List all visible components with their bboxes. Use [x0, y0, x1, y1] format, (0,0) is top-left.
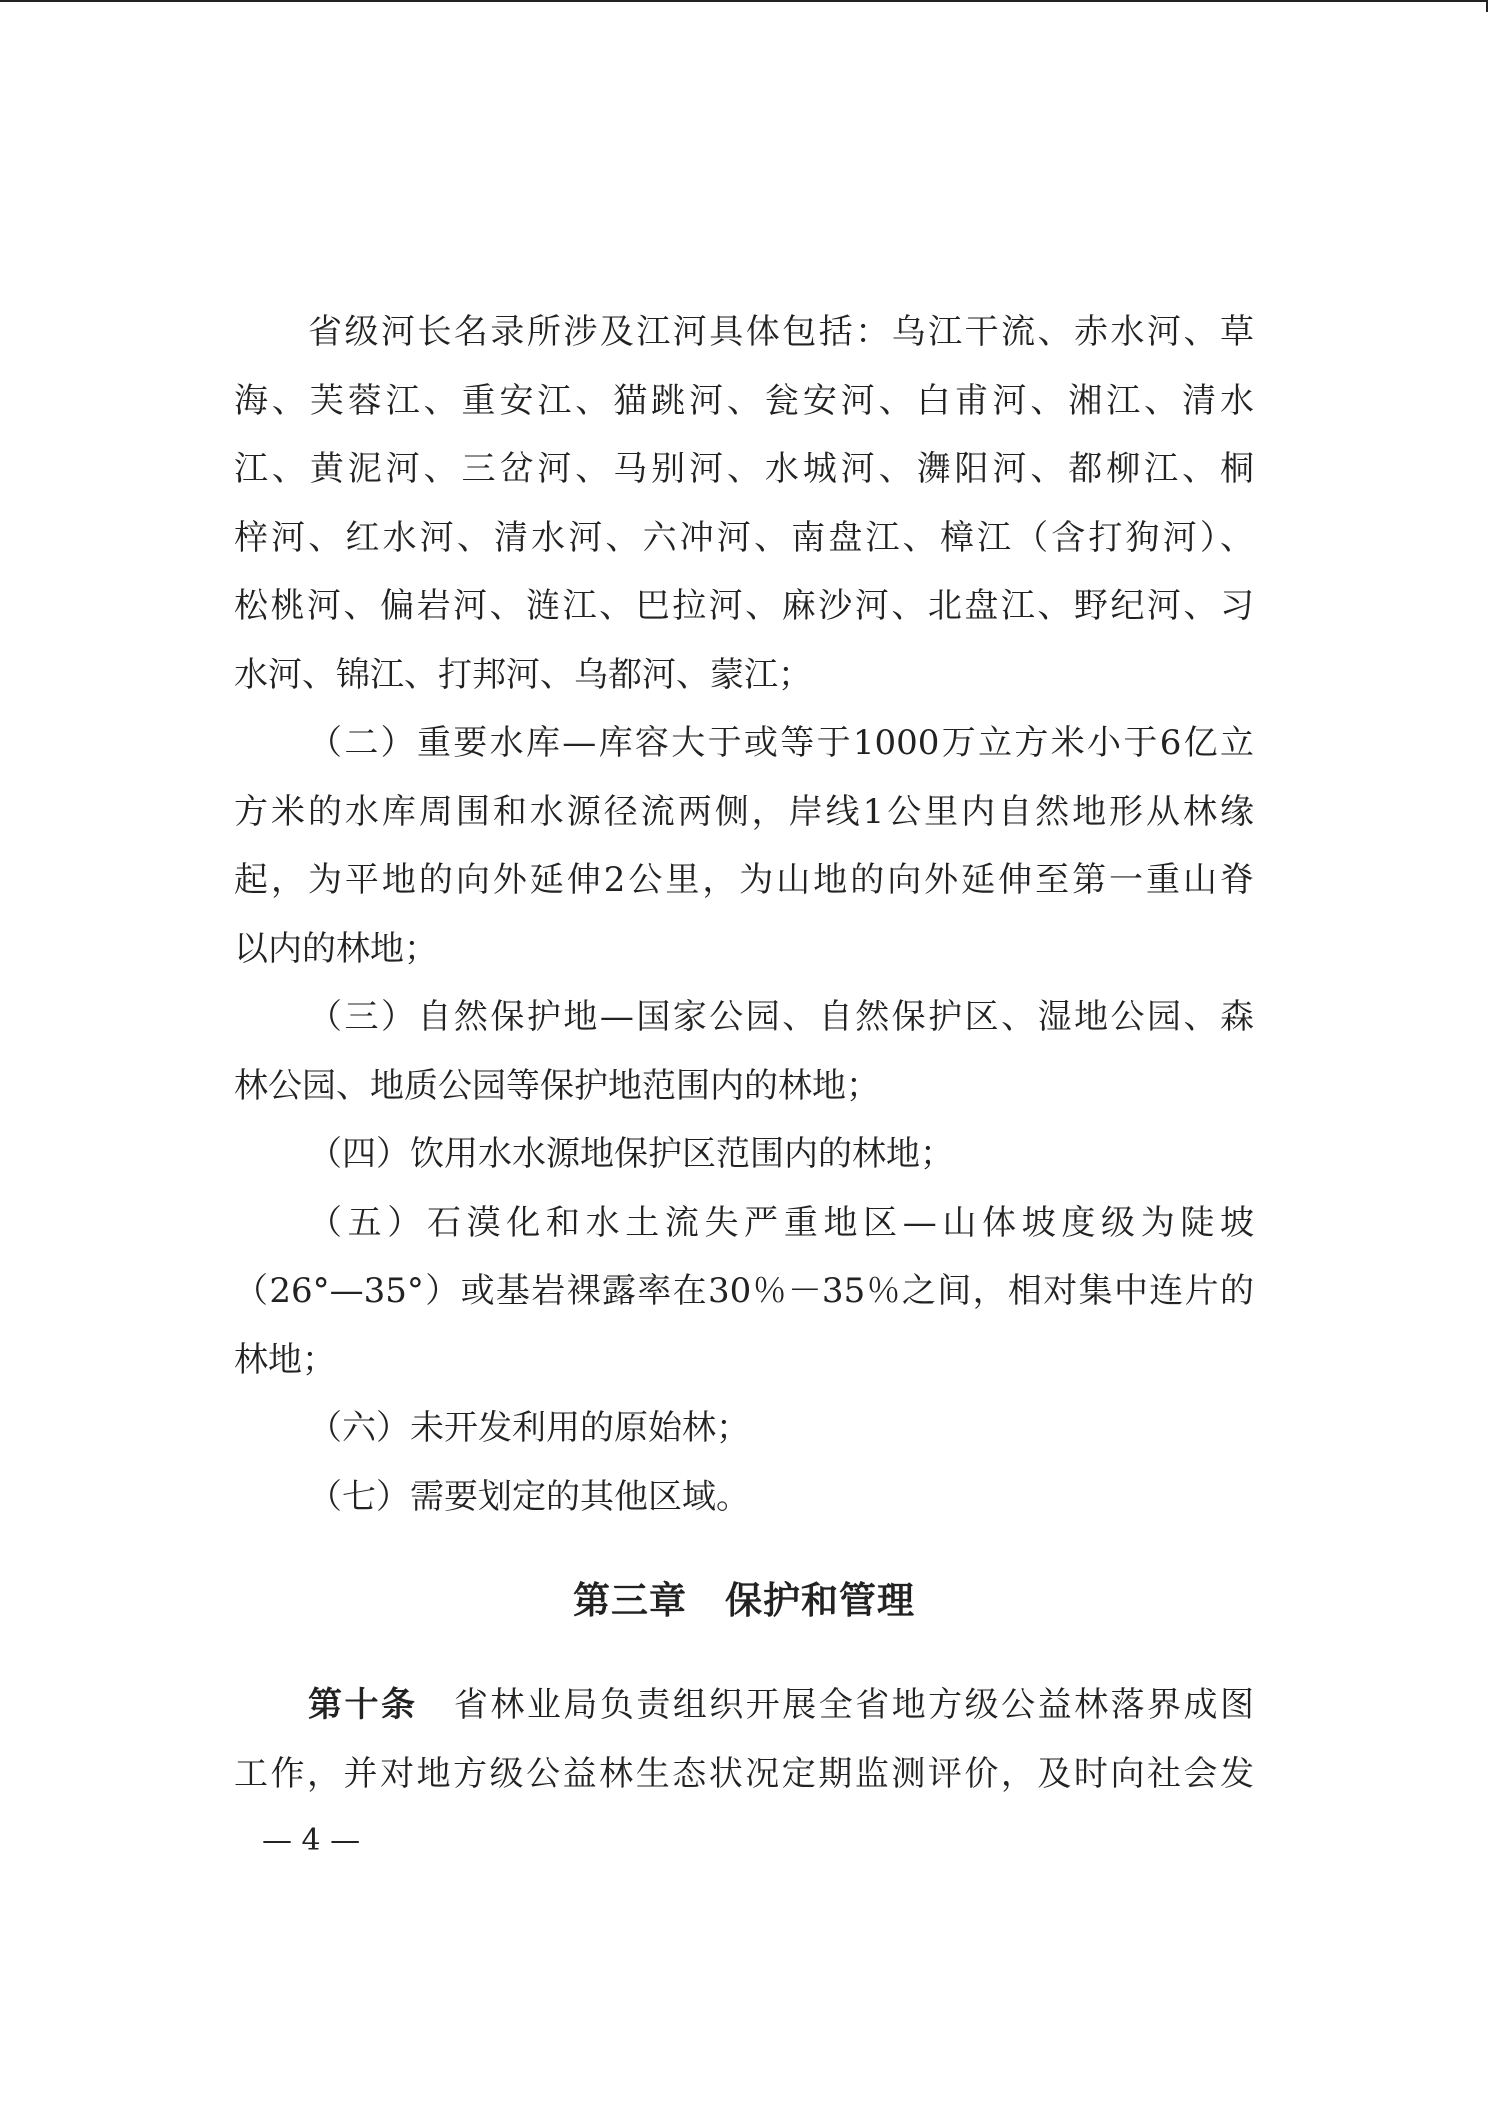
- item-5-line-2: （26°—35°）或基岩裸露率在30％－35％之间，相对集中连片的: [234, 1271, 1254, 1311]
- article-10-text-1: 省林业局负责组织开展全省地方级公益林落界成图: [451, 1685, 1255, 1725]
- article-10-label: 第十条: [308, 1685, 418, 1725]
- page-top-border: [0, 0, 1488, 2]
- rivers-line-2: 海、芙蓉江、重安江、猫跳河、瓮安河、白甫河、湘江、清水: [234, 380, 1254, 421]
- article-10: [234, 1671, 1254, 1808]
- item-3-line-2: 林公园、地质公园等保护地范围内的林地；: [234, 1065, 880, 1106]
- rivers-line-3: 江、黄泥河、三岔河、马别河、水城河、㵲阳河、都柳江、桐: [234, 449, 1254, 489]
- item-2-line-3: 起，为平地的向外延伸2公里，为山地的向外延伸至第一重山脊: [234, 860, 1254, 900]
- rivers-line-1: 省级河长名录所涉及江河具体包括：乌江干流、赤水河、草: [308, 312, 1254, 352]
- item-5-line-3: 林地；: [234, 1339, 336, 1380]
- rivers-line-6: 水河、锦江、打邦河、乌都河、蒙江；: [234, 654, 812, 695]
- item-2-line-2: 方米的水库周围和水源径流两侧，岸线1公里内自然地形从林缘: [234, 791, 1254, 832]
- item-2-line-1: （二）重要水库—库容大于或等于1000万立方米小于6亿立: [308, 723, 1254, 763]
- document-body: [234, 298, 1254, 1531]
- chapter-title: 第三章 保护和管理: [573, 1578, 915, 1622]
- item-6-line-1: （六）未开发利用的原始林；: [308, 1408, 750, 1448]
- item-2-line-4: 以内的林地；: [234, 928, 438, 969]
- item-3-line-1: （三）自然保护地—国家公园、自然保护区、湿地公园、森: [308, 997, 1254, 1037]
- article-10-line-2: 工作，并对地方级公益林生态状况定期监测评价，及时向社会发: [234, 1753, 1254, 1794]
- rivers-line-5: 松桃河、偏岩河、涟江、巴拉河、麻沙河、北盘江、野纪河、习: [234, 586, 1254, 626]
- item-7-line-1: （七）需要划定的其他区域。: [308, 1476, 750, 1517]
- item-5-line-1: （五）石漠化和水土流失严重地区—山体坡度级为陡坡: [308, 1202, 1254, 1243]
- article-10-line-1: [234, 1671, 1254, 1740]
- item-4-line-1: （四）饮用水水源地保护区范围内的林地；: [308, 1134, 954, 1174]
- page-number: — 4 —: [262, 1823, 361, 1858]
- rivers-line-4: 梓河、红水河、清水河、六冲河、南盘江、樟江（含打狗河）、: [234, 517, 1254, 558]
